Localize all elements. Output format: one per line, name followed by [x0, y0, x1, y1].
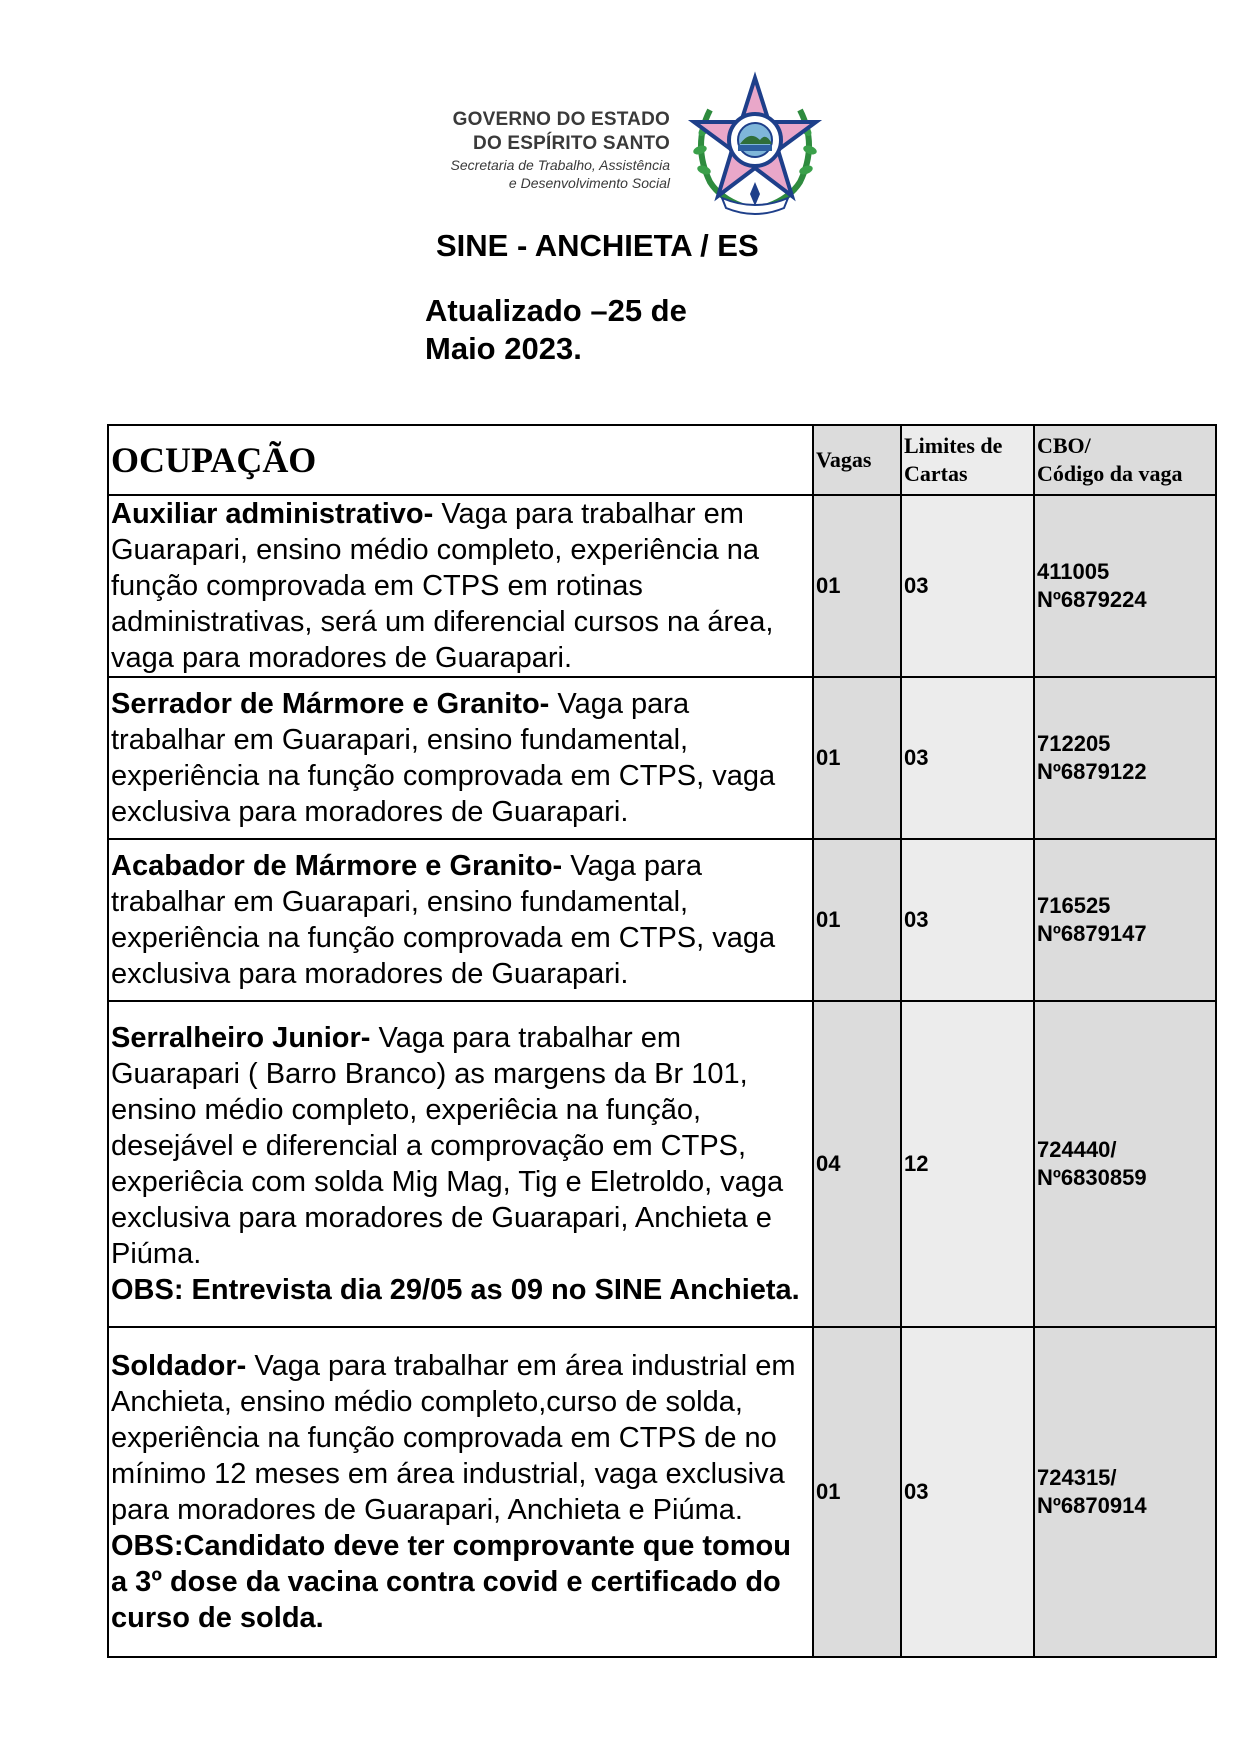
vagas-cell: 04 [813, 1001, 901, 1327]
cbo-code: 724315/ [1037, 1465, 1117, 1490]
page-title: SINE - ANCHIETA / ES [436, 228, 759, 263]
header-occupation: OCUPAÇÃO [108, 425, 813, 495]
occupation-cell [108, 1327, 813, 1657]
gov-line-1: GOVERNO DO ESTADO [452, 109, 670, 130]
cbo-cell [1034, 839, 1216, 1001]
header-cbo-line-2: Código da vaga [1037, 461, 1183, 486]
limites-cell: 03 [901, 1327, 1034, 1657]
header-limites-line-1: Limites de [904, 433, 1003, 458]
gov-line-4: e Desenvolvimento Social [508, 175, 670, 191]
vagas-cell: 01 [813, 495, 901, 677]
vaga-code: Nº6830859 [1037, 1165, 1147, 1190]
table-row [108, 1327, 1216, 1657]
vagas-cell: 01 [813, 1327, 901, 1657]
cbo-cell [1034, 1001, 1216, 1327]
header-limites-line-2: Cartas [904, 461, 968, 486]
cbo-cell [1034, 495, 1216, 677]
table-row [108, 839, 1216, 1001]
observation-text: : Entrevista dia 29/05 as 09 no SINE Anchieta. [173, 1274, 800, 1306]
gov-line-2: DO ESPÍRITO SANTO [473, 133, 670, 154]
occupation-title: Auxiliar administrativo- [111, 498, 434, 530]
government-name [410, 108, 670, 192]
observation-label: OBS [111, 1274, 174, 1306]
header-block [430, 70, 830, 230]
occupation-title: Serralheiro Junior- [111, 1022, 371, 1054]
updated-date [425, 292, 755, 368]
occupation-cell [108, 677, 813, 839]
observation [111, 1528, 810, 1636]
jobs-table [107, 424, 1217, 1658]
occupation-description: Vaga para trabalhar em Guarapari, ensino fundamental, experiência na função comprovada em CTPS, vaga exclusiva para moradores de Guarapari. [111, 850, 776, 990]
limites-cell: 03 [901, 495, 1034, 677]
occupation-title: Serrador de Mármore e Granito- [111, 688, 550, 720]
cbo-code: 724440/ [1037, 1137, 1117, 1162]
header-cbo [1034, 425, 1216, 495]
occupation-cell [108, 495, 813, 677]
observation-text: :Candidato deve ter comprovante que tomou a 3º dose da vacina contra covid e certificado do curso de solda. [111, 1530, 791, 1634]
coat-of-arms-icon [680, 70, 830, 220]
header-cbo-line-1: CBO/ [1037, 433, 1091, 458]
updated-line-1: Atualizado –25 de [425, 293, 687, 328]
occupation-title: Acabador de Mármore e Granito- [111, 850, 563, 882]
limites-cell: 12 [901, 1001, 1034, 1327]
table-row [108, 1001, 1216, 1327]
table-header-row [108, 425, 1216, 495]
vaga-code: Nº6879122 [1037, 759, 1147, 784]
cbo-code: 712205 [1037, 731, 1111, 756]
cbo-cell [1034, 1327, 1216, 1657]
observation-label: OBS [111, 1530, 174, 1562]
cbo-cell [1034, 677, 1216, 839]
vagas-cell: 01 [813, 677, 901, 839]
limites-cell: 03 [901, 839, 1034, 1001]
vagas-cell: 01 [813, 839, 901, 1001]
occupation-description: Vaga para trabalhar em Guarapari, ensino médio completo, experiência na função comprovada em CTPS em rotinas administrativas, será um diferencial cursos na área, vaga para moradores de Guarapari. [111, 498, 774, 674]
cbo-code: 411005 [1037, 559, 1110, 584]
occupation-description: Vaga para trabalhar em área industrial em Anchieta, ensino médio completo,curso de solda, experiência na função comprovada em CTPS de no mínimo 12 meses em área industrial, vaga exclusiva para moradores de Guarapari, Anchieta e Piúma. [111, 1350, 796, 1526]
vaga-code: Nº6879147 [1037, 921, 1147, 946]
observation [111, 1272, 810, 1308]
header-vagas: Vagas [813, 425, 901, 495]
occupation-cell [108, 839, 813, 1001]
limites-cell: 03 [901, 677, 1034, 839]
cbo-code: 716525 [1037, 893, 1111, 918]
occupation-description: Vaga para trabalhar em Guarapari, ensino fundamental, experiência na função comprovada em CTPS, vaga exclusiva para moradores de Guarapari. [111, 688, 776, 828]
gov-line-3: Secretaria de Trabalho, Assistência [450, 157, 670, 173]
table-row [108, 677, 1216, 839]
occupation-description: Vaga para trabalhar em Guarapari ( Barro Branco) as margens da Br 101, ensino médio completo, experiêcia na função, desejável e diferencial a comprovação em CTPS, experiêcia com solda Mig Mag, Tig e Eletroldo, vaga exclusiva para moradores de Guarapari, Anchieta e Piúma. [111, 1022, 784, 1270]
header-limites [901, 425, 1034, 495]
table-row [108, 495, 1216, 677]
occupation-cell [108, 1001, 813, 1327]
vaga-code: Nº6870914 [1037, 1493, 1147, 1518]
vaga-code: Nº6879224 [1037, 587, 1147, 612]
occupation-title: Soldador- [111, 1350, 247, 1382]
updated-line-2: Maio 2023. [425, 331, 582, 366]
